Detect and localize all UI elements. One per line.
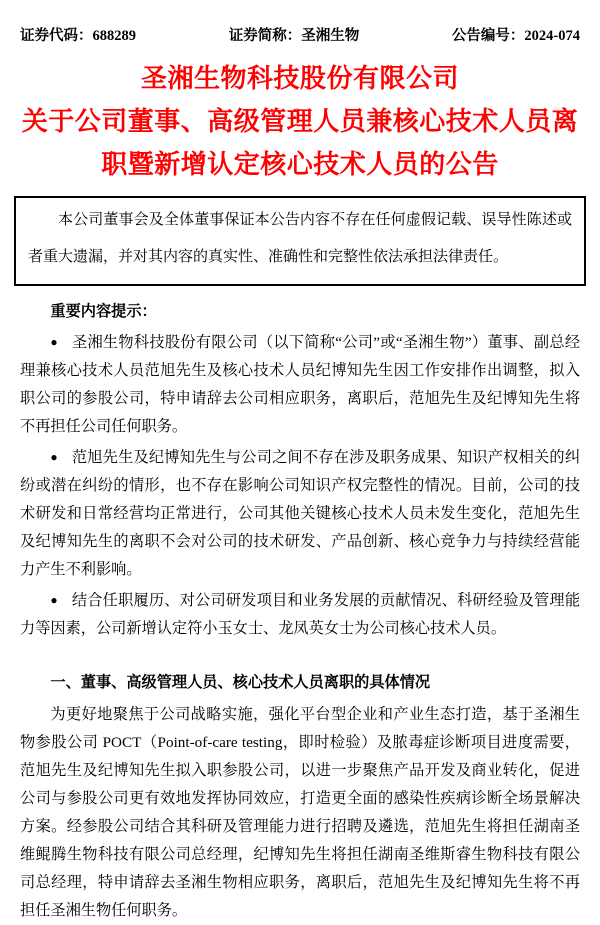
- stock-code: 证券代码：688289: [20, 28, 136, 44]
- bullet-icon: ●: [50, 593, 58, 607]
- section-1-paragraph: 为更好地聚焦于公司战略实施，强化平台型企业和产业生态打造，基于圣湘生物参股公司 POCT（Point-of-care testing，即时检验）及脓毒症诊断项目进度需要，范旭先生及纪博知先生拟入职参股公司，以进一步聚焦产品开发及商业转化，促进公司与参股公司更有效地发挥协同效应，打造更全面的感染性疾病诊断全场景解决方案。经参股公司结合其科研及管理能力进行招聘及遴选，范旭先生将担任湖南圣维鲲腾生物科技有限公司总经理，纪博知先生将担任湖南圣维斯睿生物科技有限公司总经理，特申请辞去圣湘生物相应职务，离职后，范旭先生及纪博知先生将不再担任圣湘生物任何职务。: [20, 706, 580, 919]
- document-header: [20, 20, 580, 45]
- important-notice-heading: 重要内容提示：: [50, 303, 157, 320]
- declaration-box: [14, 196, 586, 286]
- notice-bullet-item: [20, 586, 580, 643]
- title-line-3: 职暨新增认定核心技术人员的公告: [101, 149, 499, 179]
- announcement-number: 公告编号：2024-074: [451, 28, 580, 44]
- bullet-text: 范旭先生及纪博知先生与公司之间不存在涉及职务成果、知识产权相关的纠纷或潜在纠纷的情形，也不存在影响公司知识产权完整性的情况。目前，公司的技术研发和日常经营均正常进行，公司其他关键核心技术人员未发生变化，范旭先生及纪博知先生的离职不会对公司的技术研发、产品创新、核心竞争力与持续经营能力产生不利影响。: [20, 449, 581, 578]
- bullet-text: 圣湘生物科技股份有限公司（以下简称“公司”或“圣湘生物”）董事、副总经理兼核心技术人员范旭先生及核心技术人员纪博知先生因工作安排作出调整，拟入职公司的参股公司，特申请辞去公司相应职务，离职后，范旭先生及纪博知先生将不再担任公司任何职务。: [20, 334, 581, 435]
- notice-bullet-item: [20, 443, 580, 584]
- declaration-text: 本公司董事会及全体董事保证本公告内容不存在任何虚假记载、误导性陈述或者重大遗漏，并对其内容的真实性、准确性和完整性依法承担法律责任。: [28, 212, 572, 265]
- bullet-icon: ●: [50, 450, 58, 464]
- notice-bullet-item: [20, 328, 580, 441]
- title-line-2: 关于公司董事、高级管理人员兼核心技术人员离: [21, 106, 579, 136]
- bullet-icon: ●: [50, 335, 58, 349]
- section-1-heading: 一、董事、高级管理人员、核心技术人员离职的具体情况: [50, 674, 431, 691]
- title-line-1: 圣湘生物科技股份有限公司: [140, 63, 459, 93]
- stock-short-name: 证券简称：圣湘生物: [228, 28, 360, 44]
- announcement-title: [20, 57, 580, 186]
- bullet-text: 结合任职履历、对公司研发项目和业务发展的贡献情况、科研经验及管理能力等因素，公司新增认定符小玉女士、龙凤英女士为公司核心技术人员。: [20, 592, 581, 637]
